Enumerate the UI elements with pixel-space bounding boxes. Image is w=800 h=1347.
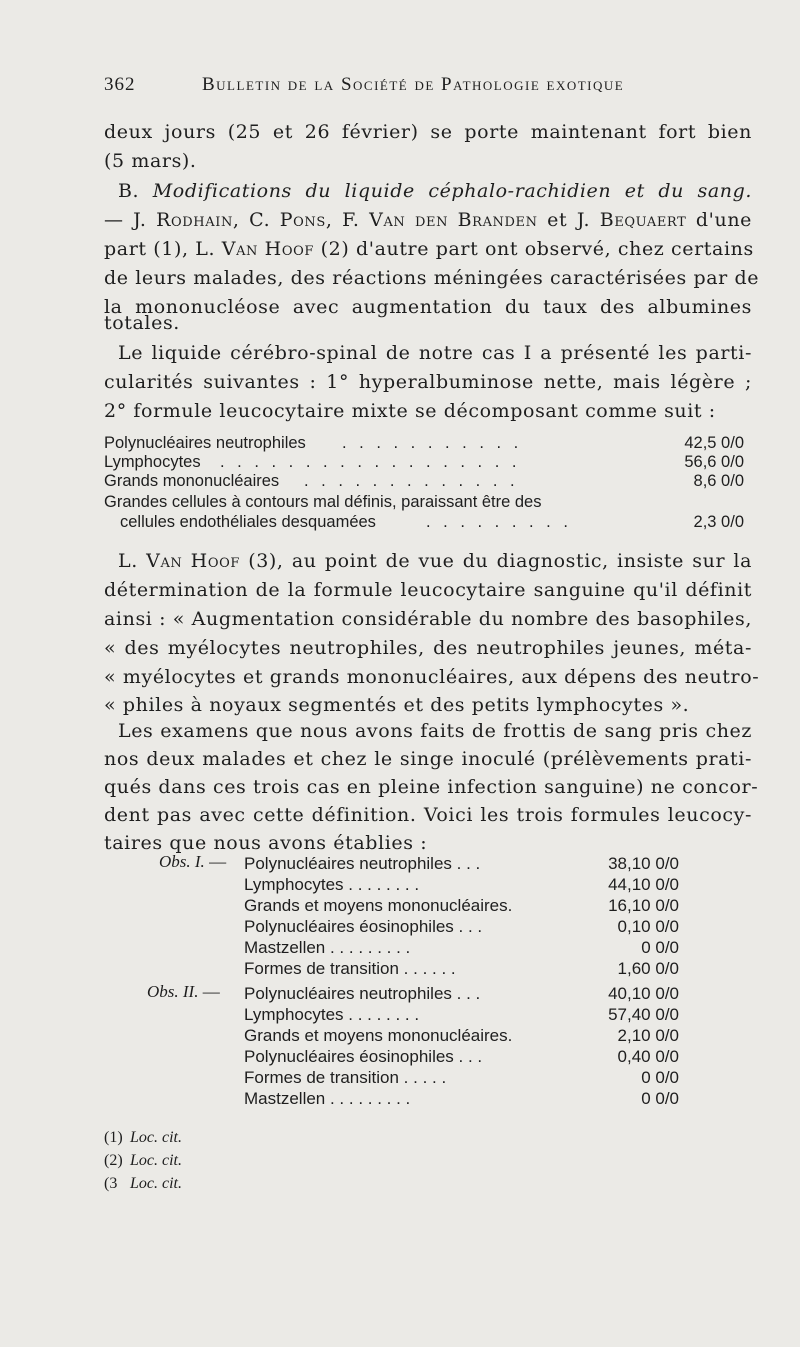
text-line: « des myélocytes neutrophiles, des neutrophiles jeunes, méta- [104,637,752,659]
obs-row [244,1004,684,1025]
leader-dots: . . . . . . . . . . . . . . . . . . [220,453,521,471]
obs-row [244,1046,684,1067]
csf-value: 42,5 0/0 [684,434,744,452]
text-line: Le liquide cérébro-spinal de notre cas I a présenté les parti- [118,342,752,364]
author-name: Van Hoof [221,238,314,260]
obs-row-label: Polynucléaires éosinophiles . . . [244,917,483,936]
obs-row-label: Formes de transition . . . . . . [244,959,456,978]
obs-row-value: 1,60 0/0 [617,959,679,978]
text-fragment: (2) d'autre part ont observé, chez certains [313,238,754,260]
obs-row-value: 57,40 0/0 [608,1005,679,1024]
obs-row-value: 0,10 0/0 [617,917,679,936]
footnote-text: Loc. cit. [130,1129,182,1146]
csf-value: 2,3 0/0 [693,513,744,531]
running-header [104,74,754,102]
obs-row-label: Polynucléaires éosinophiles . . . [244,1047,483,1066]
author-name: Bequaert [599,209,687,231]
obs-row-label: Mastzellen . . . . . . . . . [244,1089,411,1108]
text-line: (5 mars). [104,150,197,172]
obs-name: Obs. I. [159,852,205,871]
text-line: cularités suivantes : 1° hyperalbuminose nette, mais légère ; [104,371,752,393]
obs-row-label: Polynucléaires neutrophiles . . . [244,854,481,873]
text-fragment: d'une [686,209,753,231]
text-line: « philes à noyaux segmentés et des petits lymphocytes ». [104,694,690,716]
text-line: dent pas avec cette définition. Voici les trois formules leucocy- [104,804,752,826]
obs-row-value: 2,10 0/0 [617,1026,679,1045]
obs-row-label: Polynucléaires neutrophiles . . . [244,984,481,1003]
text-line: taires que nous avons établies : [104,832,428,854]
text-line: « myélocytes et grands mononucléaires, aux dépens des neutro- [104,666,760,688]
obs-row [244,1025,684,1046]
footnote-number: (3 [104,1175,118,1192]
text-line: 2° formule leucocytaire mixte se décomposant comme suit : [104,400,716,422]
obs-row-value: 44,10 0/0 [608,875,679,894]
csf-label: Grandes cellules à contours mal définis, paraissant être des [104,493,542,511]
leader-dots: . . . . . . . . . . . . . [304,472,519,490]
footnote-number: (1) [104,1129,123,1146]
obs-row-label: Mastzellen . . . . . . . . . [244,938,411,957]
obs-row-value: 0 0/0 [641,1068,679,1087]
author-name: Van Hoof [146,550,240,572]
obs-row-value: 38,10 0/0 [608,854,679,873]
text-line: ainsi : « Augmentation considérable du nombre des basophiles, [104,608,752,630]
obs-row-value: 0,40 0/0 [617,1047,679,1066]
csf-label: cellules endothéliales desquamées [120,513,376,531]
text-line: Les examens que nous avons faits de frottis de sang pris chez [118,720,752,742]
text-fragment: — J. [104,209,157,231]
section-heading [118,176,752,206]
text-fragment: part (1), L. [104,238,222,260]
csf-row [104,493,744,512]
csf-value: 8,6 0/0 [693,472,744,490]
footnote [104,1127,504,1149]
csf-label: Grands mononucléaires [104,472,280,490]
obs-row-label: Grands et moyens mononucléaires. [244,1026,513,1045]
text-line [118,546,752,576]
section-title: Modifications du liquide céphalo-rachidien et du sang. [152,180,752,202]
footnote-text: Loc. cit. [130,1152,182,1169]
page-number: 362 [104,74,136,95]
obs-row-label: Formes de transition . . . . . [244,1068,447,1087]
csf-value: 56,6 0/0 [684,453,744,471]
obs-row [244,958,684,979]
text-line: nos deux malades et chez le singe inoculé (prélèvements prati- [104,748,752,770]
footnote-text: Loc. cit. [130,1175,182,1192]
csf-row [104,472,744,491]
obs-row [244,895,684,916]
text-line [104,205,752,235]
csf-label: Lymphocytes [104,453,201,471]
obs-row [244,1088,684,1109]
section-letter: B. [118,180,140,202]
text-line: la mononucléose avec augmentation du taux des albumines [104,296,752,318]
text-line: qués dans ces trois cas en pleine infection sanguine) ne concor- [104,776,759,798]
csf-row [104,434,744,453]
obs-row-label: Lymphocytes . . . . . . . . [244,875,420,894]
obs-row-label: Lymphocytes . . . . . . . . [244,1005,420,1024]
text-fragment: et J. [537,209,600,231]
csf-row [104,453,744,472]
obs-row [244,937,684,958]
text-line [104,234,752,264]
obs-dash: — [202,982,220,1001]
text-line: détermination de la formule leucocytaire sanguine qu'il définit [104,579,752,601]
obs-row-label: Grands et moyens mononucléaires. [244,896,513,915]
footnote-number: (2) [104,1152,123,1169]
leader-dots: . . . . . . . . . [426,513,572,531]
author-names: Rodhain, C. Pons, F. Van den Branden [156,209,538,231]
text-line: de leurs malades, des réactions méningées caractérisées par de [104,267,760,289]
obs-row [244,1067,684,1088]
obs-row [244,916,684,937]
footnote [104,1173,504,1195]
text-fragment: (3), au point de vue du diagnostic, insiste sur la [239,550,752,572]
obs-row-value: 0 0/0 [641,1089,679,1108]
obs-row-value: 16,10 0/0 [608,896,679,915]
csf-row [104,513,744,532]
footnote [104,1150,504,1172]
leader-dots: . . . . . . . . . . . [342,434,523,452]
text-line: totales. [104,312,180,334]
obs-row-value: 0 0/0 [641,938,679,957]
csf-label: Polynucléaires neutrophiles [104,434,306,452]
running-title: Bulletin de la Société de Pathologie exotique [202,74,625,95]
obs-dash: — [209,852,227,871]
text-fragment: L. [118,550,147,572]
obs-row [244,983,684,1004]
obs-row [244,874,684,895]
obs-name: Obs. II. [147,982,199,1001]
obs-row-value: 40,10 0/0 [608,984,679,1003]
text-line: deux jours (25 et 26 février) se porte maintenant fort bien [104,121,752,143]
obs-row [244,853,684,874]
